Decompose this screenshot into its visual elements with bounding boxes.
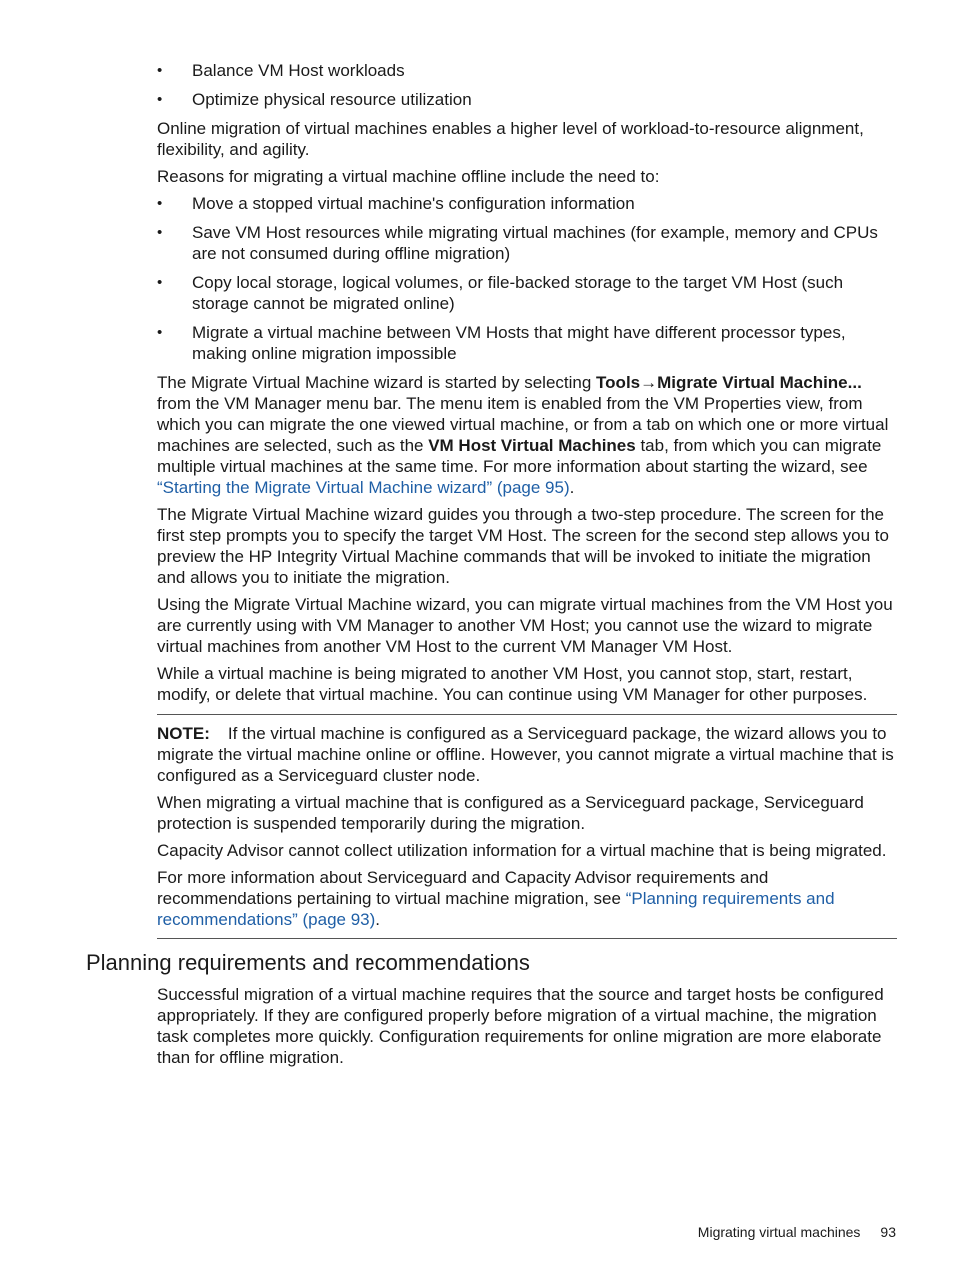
paragraph-planning: Successful migration of a virtual machine requires that the source and target hosts be configured appropriately. If they are configured properly before migration of a virtual machine, the migration task completes more quickly. Configuration requirements for online migration are more elaborate than for offline migration.: [157, 985, 884, 1067]
bullet-list-offline-reasons: [157, 193, 897, 364]
section-body: [157, 984, 897, 1074]
menu-tools: Tools: [596, 373, 641, 392]
tab-vm-host-virtual-machines: VM Host Virtual Machines: [428, 436, 636, 455]
link-starting-wizard[interactable]: “Starting the Migrate Virtual Machine wizard” (page 95): [157, 478, 570, 497]
note-paragraph-1: [157, 723, 897, 786]
paragraph-two-step: The Migrate Virtual Machine wizard guides you through a two-step procedure. The screen for the first step prompts you to specify the target VM Host. The screen for the second step allows you to preview the HP Integrity Virtual Machine commands that will be invoked to initiate the migration and allows you to initiate the migration.: [157, 505, 889, 587]
paragraph-wizard-start: [157, 372, 897, 498]
text-run: .: [569, 478, 575, 497]
list-item: • Optimize physical resource utilization: [157, 89, 897, 110]
paragraph-online-migration: Online migration of virtual machines enables a higher level of workload-to-resource alignment, flexibility, and agility.: [157, 119, 864, 159]
page-number: 93: [880, 1224, 896, 1240]
text-run: tab, from which you can migrate multiple virtual machines at the same time. For more information about starting the wizard, see: [157, 436, 882, 476]
text-run: The Migrate Virtual Machine wizard is started by selecting: [157, 373, 597, 392]
note-box: [157, 714, 897, 939]
main-content: [157, 60, 897, 939]
bullet-list-benefits: [157, 60, 897, 110]
note-paragraph-3: Capacity Advisor cannot collect utilization information for a virtual machine that is being migrated.: [157, 841, 887, 860]
note-paragraph-2: When migrating a virtual machine that is configured as a Serviceguard package, Serviceguard protection is suspended temporarily during the migration.: [157, 793, 864, 833]
text-run: For more information about Serviceguard and Capacity Advisor requirements and recommendations pertaining to virtual machine migration, see: [157, 868, 769, 908]
text-run: from the VM Manager menu bar. The menu item is enabled from the VM Properties view, from which you can migrate the one viewed virtual machine, or from a tab on which one or more virtual machines are selected, such as the: [157, 394, 889, 455]
link-planning-requirements[interactable]: “Planning requirements and recommendations” (page 93): [157, 889, 835, 929]
menu-arrow: →: [640, 373, 658, 392]
note-label: NOTE:: [157, 724, 210, 743]
paragraph-offline-intro: Reasons for migrating a virtual machine offline include the need to:: [157, 167, 660, 186]
text-run: If the virtual machine is configured as a Serviceguard package, the wizard allows you to migrate the virtual machine online or offline. However, you cannot migrate a virtual machine that is configured as a Serviceguard cluster node.: [157, 724, 894, 785]
list-item: • Migrate a virtual machine between VM Hosts that might have different processor types, making online migration impossible: [157, 322, 897, 364]
paragraph-using-wizard: Using the Migrate Virtual Machine wizard, you can migrate virtual machines from the VM Host you are currently using with VM Manager to another VM Host; you cannot use the wizard to migrate virtual machines from another VM Host to the current VM Manager VM Host.: [157, 595, 893, 656]
section-heading: Planning requirements and recommendations: [86, 950, 530, 975]
note-paragraph-4: [157, 867, 897, 930]
menu-migrate-vm: Migrate Virtual Machine...: [657, 373, 862, 392]
footer-chapter-title: Migrating virtual machines: [697, 1224, 861, 1240]
page-footer: [698, 1222, 896, 1242]
text-run: .: [375, 910, 381, 929]
paragraph-while-migrating: While a virtual machine is being migrated to another VM Host, you cannot stop, start, restart, modify, or delete that virtual machine. You can continue using VM Manager for other purposes.: [157, 664, 868, 704]
list-item: • Save VM Host resources while migrating virtual machines (for example, memory and CPUs are not consumed during offline migration): [157, 222, 897, 264]
list-item: • Move a stopped virtual machine's configuration information: [157, 193, 897, 214]
list-item: • Copy local storage, logical volumes, or file-backed storage to the target VM Host (such storage cannot be migrated online): [157, 272, 897, 314]
list-item: • Balance VM Host workloads: [157, 60, 897, 81]
